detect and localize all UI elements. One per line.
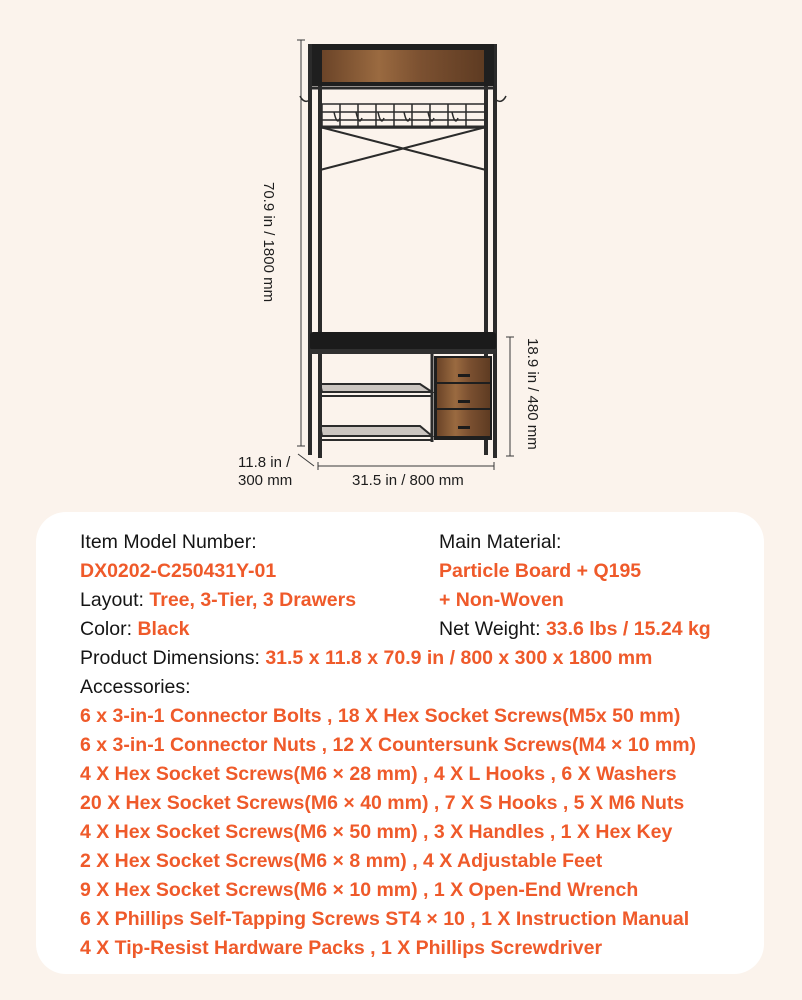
spec-right-column [439, 528, 711, 644]
accessory-line: 4 X Hex Socket Screws(M6 × 28 mm) , 4 X L Hooks , 6 X Washers [80, 763, 677, 785]
model-value: DX0202-C250431Y-01 [80, 560, 277, 582]
height-dimension-label: 70.9 in / 1800 mm [260, 182, 277, 303]
accessory-line: 6 x 3-in-1 Connector Bolts , 18 X Hex Socket Screws(M5x 50 mm) [80, 705, 681, 727]
material-value-1: Particle Board + Q195 [439, 560, 642, 582]
hook-grid [300, 96, 506, 128]
accessory-line: 6 X Phillips Self-Tapping Screws ST4 × 10 , 1 X Instruction Manual [80, 908, 690, 930]
spec-full-rows [80, 644, 652, 702]
depth-dimension-label: 11.8 in / 300 mm [238, 454, 293, 489]
accessories-list [80, 702, 696, 963]
dimensions-row: Product Dimensions: 31.5 x 11.8 x 70.9 in / 800 x 300 x 1800 mm [80, 647, 653, 669]
drawer-2 [437, 384, 490, 408]
layout-row: Layout: Tree, 3-Tier, 3 Drawers [80, 589, 357, 611]
weight-row: Net Weight: 33.6 lbs / 15.24 kg [439, 618, 711, 640]
accessory-line: 6 x 3-in-1 Connector Nuts , 12 X Countersunk Screws(M4 × 10 mm) [80, 734, 697, 756]
color-row: Color: Black [80, 618, 190, 640]
material-label: Main Material: [439, 531, 562, 553]
bench-height-dimension-label: 18.9 in / 480 mm [524, 338, 541, 450]
accessories-label: Accessories: [80, 676, 191, 698]
accessory-line: 2 X Hex Socket Screws(M6 × 8 mm) , 4 X Adjustable Feet [80, 850, 603, 872]
top-shelf-panel [322, 50, 484, 82]
accessory-line: 20 X Hex Socket Screws(M6 × 40 mm) , 7 X S Hooks , 5 X M6 Nuts [80, 792, 685, 814]
accessory-line: 4 X Hex Socket Screws(M6 × 50 mm) , 3 X Handles , 1 X Hex Key [80, 821, 673, 843]
drawer-1 [437, 358, 490, 382]
bench-cushion [310, 332, 496, 350]
accessory-line: 9 X Hex Socket Screws(M6 × 10 mm) , 1 X Open-End Wrench [80, 879, 639, 901]
drawers [434, 356, 492, 440]
material-value-2: + Non-Woven [439, 589, 564, 611]
drawer-3 [437, 410, 490, 436]
width-dimension-label: 31.5 in / 800 mm [352, 472, 464, 489]
shoe-racks [320, 354, 432, 442]
spec-left-column [80, 528, 356, 644]
model-label: Item Model Number: [80, 531, 257, 553]
accessory-line: 4 X Tip-Resist Hardware Packs , 1 X Phillips Screwdriver [80, 937, 603, 959]
